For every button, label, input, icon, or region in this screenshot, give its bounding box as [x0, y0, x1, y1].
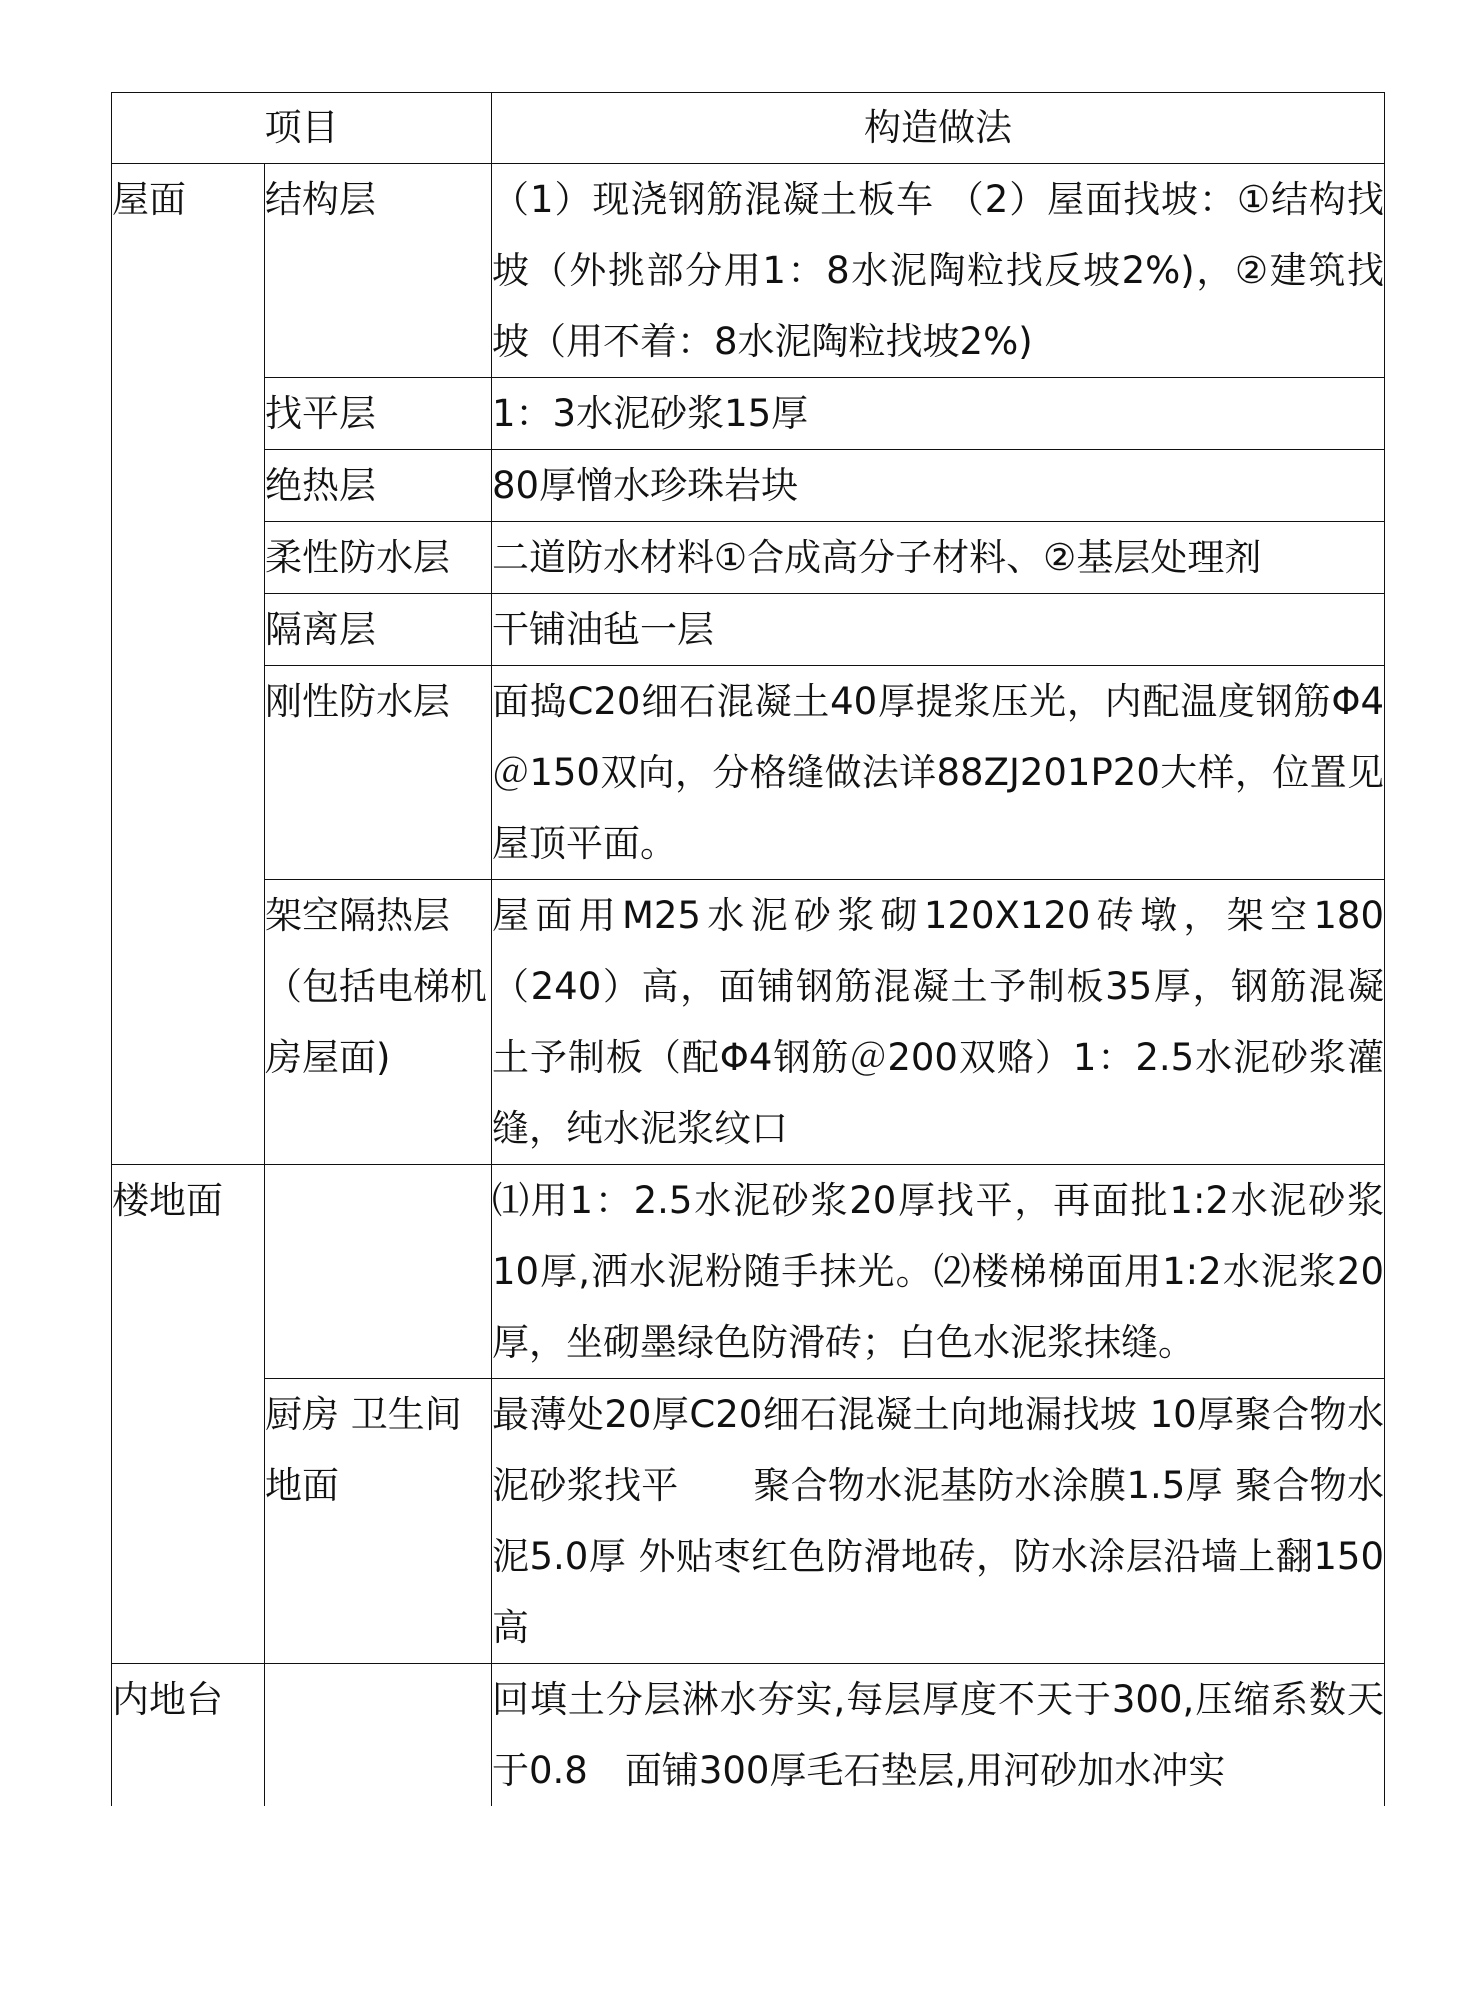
method-text: ⑴用1：2.5水泥砂浆20厚找平，再面批1:2水泥砂浆10厚,洒水泥粉随手抹光。⑵楼梯梯面用1:2水泥浆20厚，坐砌墨绿色防滑砖；白色水泥浆抹缝。: [492, 1165, 1385, 1379]
category-floor: 楼地面: [112, 1165, 265, 1664]
category-roof: 屋面: [112, 164, 265, 1165]
header-item: 项目: [112, 93, 492, 164]
table-row: [112, 880, 1385, 1165]
table-row: [112, 522, 1385, 594]
header-method: 构造做法: [492, 93, 1385, 164]
subitem-label: 柔性防水层: [265, 522, 492, 594]
subitem-label: 架空隔热层（包括电梯机房屋面): [265, 880, 492, 1165]
table-row: [112, 450, 1385, 522]
method-text: 最薄处20厚C20细石混凝土向地漏找坡 10厚聚合物水泥砂浆找平 聚合物水泥基防水涂膜1.5厚 聚合物水泥5.0厚 外贴枣红色防滑地砖，防水涂层沿墙上翻150高: [492, 1379, 1385, 1664]
method-text: 面捣C20细石混凝土40厚提浆压光，内配温度钢筋Φ4＠150双向，分格缝做法详88ZJ201P20大样，位置见屋顶平面。: [492, 666, 1385, 880]
method-text: 二道防水材料①合成高分子材料、②基层处理剂: [492, 522, 1385, 594]
subitem-label: 隔离层: [265, 594, 492, 666]
method-text: 1：3水泥砂浆15厚: [492, 378, 1385, 450]
subitem-label: 刚性防水层: [265, 666, 492, 880]
table-row: [112, 378, 1385, 450]
table-row: [112, 164, 1385, 378]
subitem-label: 结构层: [265, 164, 492, 378]
subitem-label: 厨房 卫生间地面: [265, 1379, 492, 1664]
subitem-label: [265, 1664, 492, 1807]
method-text: 干铺油毡一层: [492, 594, 1385, 666]
method-text: 80厚憎水珍珠岩块: [492, 450, 1385, 522]
table-header-row: [112, 93, 1385, 164]
subitem-label: 找平层: [265, 378, 492, 450]
table-row: [112, 1664, 1385, 1807]
table-row: [112, 594, 1385, 666]
method-text: 屋面用M25水泥砂浆砌120X120砖墩，架空180（240）高，面铺钢筋混凝土予制板35厚，钢筋混凝土予制板（配Φ4钢筋＠200双赂）1：2.5水泥砂浆灌缝，纯水泥浆纹口: [492, 880, 1385, 1165]
method-text: （1）现浇钢筋混凝土板车 （2）屋面找坡：①结构找坡（外挑部分用1：8水泥陶粒找反坡2%)，②建筑找坡（用不着：8水泥陶粒找坡2%): [492, 164, 1385, 378]
subitem-label: 绝热层: [265, 450, 492, 522]
subitem-label: [265, 1165, 492, 1379]
table-row: [112, 1165, 1385, 1379]
construction-spec-table: [111, 92, 1385, 1806]
table-row: [112, 666, 1385, 880]
table-row: [112, 1379, 1385, 1664]
category-ground: 内地台: [112, 1664, 265, 1807]
method-text: 回填土分层淋水夯实,每层厚度不天于300,压缩系数天于0.8 面铺300厚毛石垫层,用河砂加水冲实: [492, 1664, 1385, 1807]
